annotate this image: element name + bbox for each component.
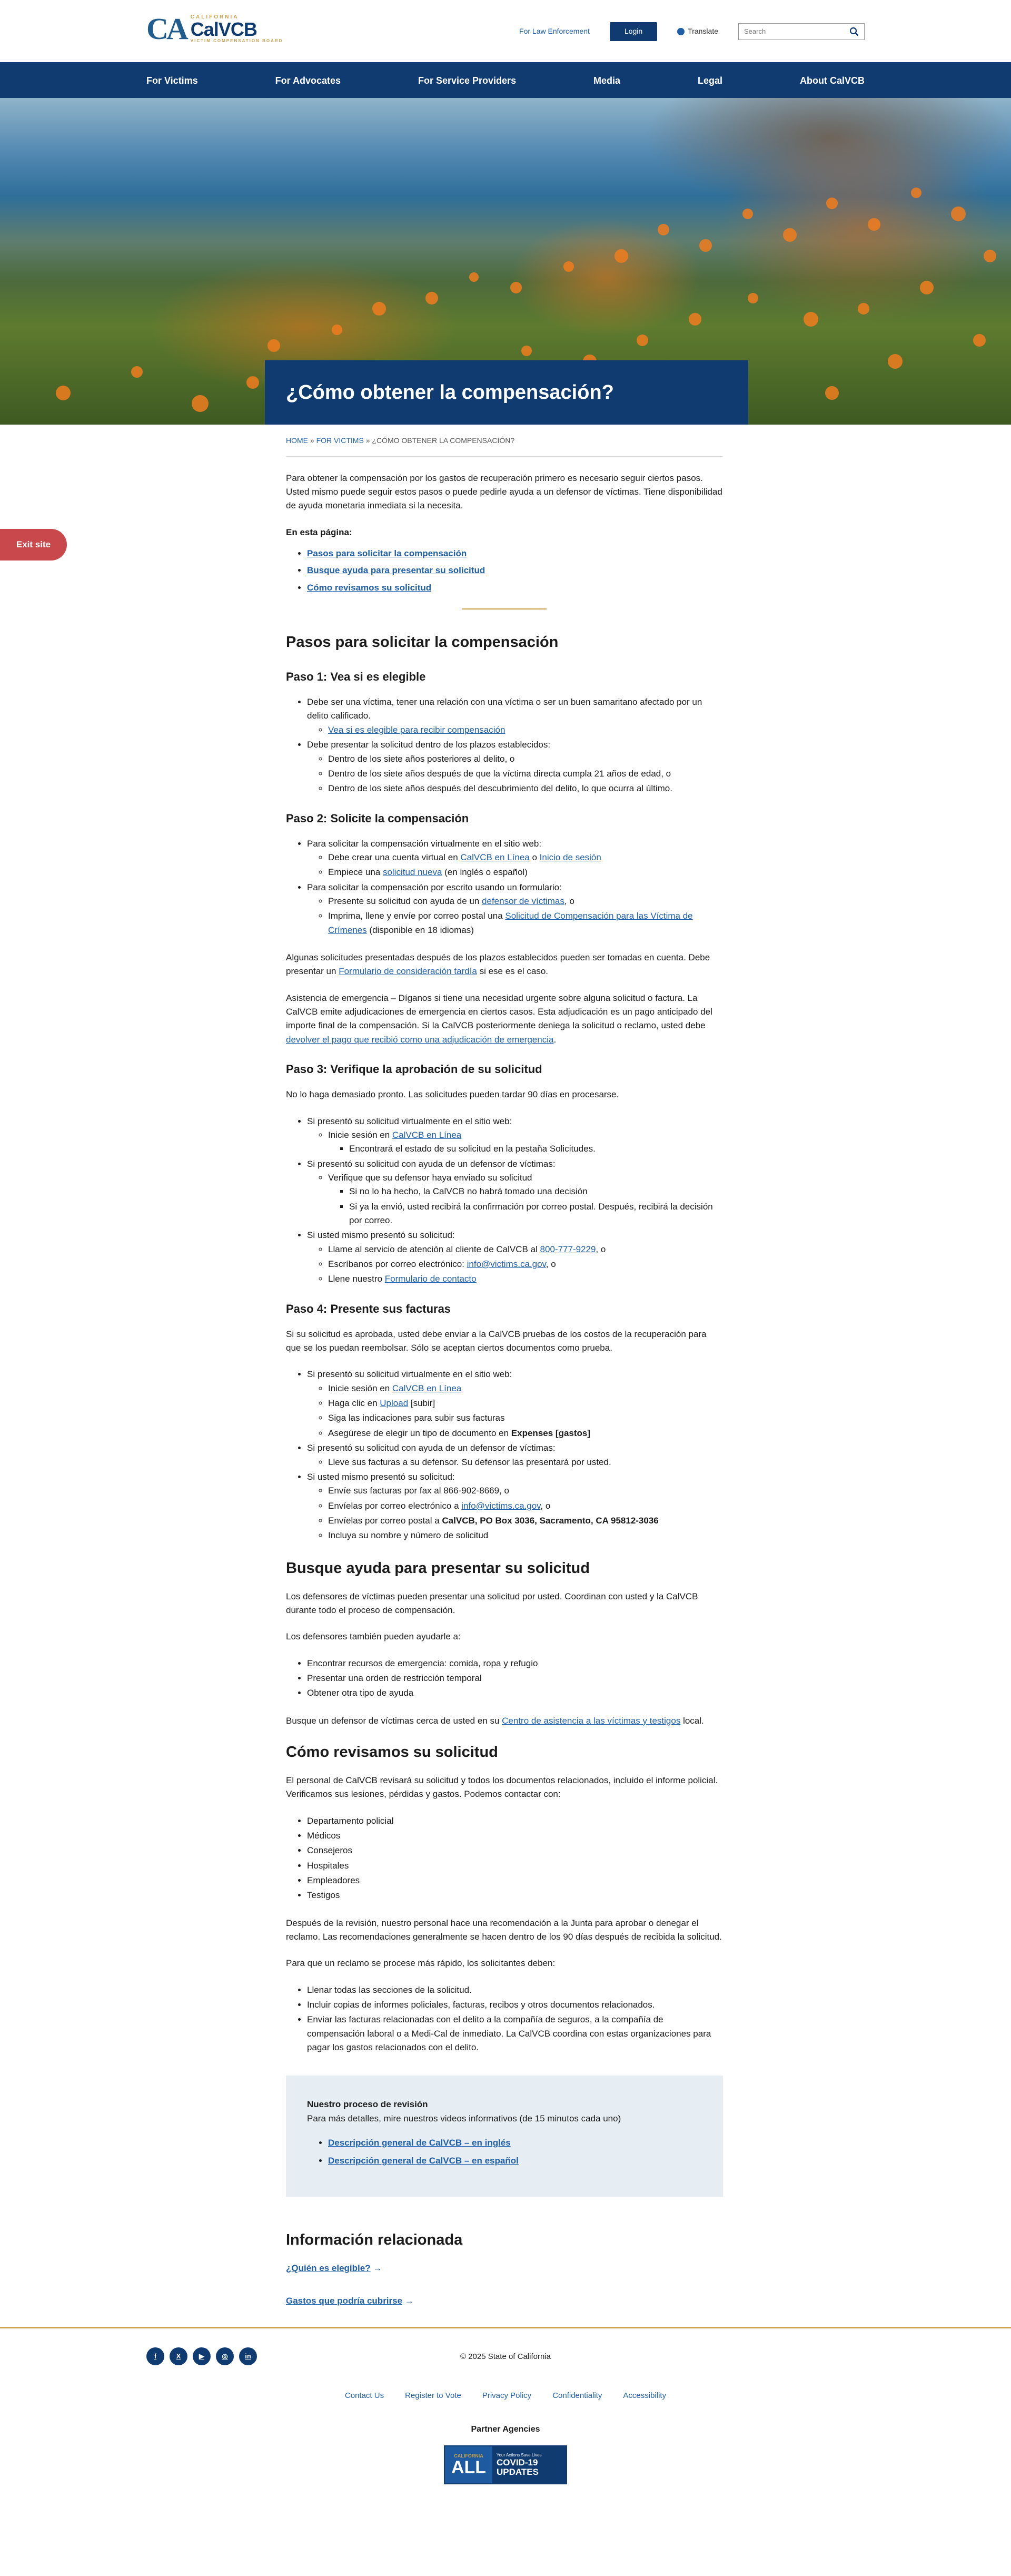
list-item: • Departamento policial [307,1814,723,1828]
list-item [328,851,723,864]
calvcb-online-link[interactable]: CalVCB en Línea [460,852,530,862]
social-links [146,2347,257,2365]
list-text: Asegúrese de elegir un tipo de documento en [328,1428,511,1438]
list-text: Debe ser una víctima, tener una relación con una víctima o ser un buen samaritano afectado por un delito calificado. [307,697,702,721]
partner-agencies-heading: Partner Agencies [471,2424,540,2434]
paragraph-text: Algunas solicitudes presentadas después de los plazos establecidos pueden ser tomadas en cuenta. Debe presentar un [286,952,710,977]
copyright: © 2025 State of California [460,2352,551,2362]
list-text: Para solicitar la compensación virtualmente en el sitio web: [307,838,542,849]
on-page-heading: En esta página: [286,527,352,537]
review-heading: Cómo revisamos su solicitud [286,1743,498,1761]
california-seal-icon: CA [146,12,186,46]
list-item: • Testigos [307,1889,723,1902]
help-paragraph: Los defensores de víctimas pueden presentar una solicitud por usted. Coordinan con usted y la CalVCB durante todo el proceso de compensación. [286,1591,698,1615]
list-item: • Empleadores [307,1874,723,1887]
list-item [328,1128,723,1156]
translate-button[interactable] [677,26,718,37]
list-item [328,909,723,937]
facebook-icon[interactable]: f [146,2347,164,2365]
list-item [328,1397,723,1410]
nav-for-advocates[interactable]: For Advocates [275,75,341,86]
globe-icon [677,28,685,35]
list-text: Envíelas por correo electrónico a [328,1500,462,1511]
list-text: Haga clic en [328,1398,380,1409]
instagram-icon[interactable]: ◎ [216,2347,234,2365]
logo-big: CalVCB [190,18,257,40]
list-item [328,1257,723,1271]
list-item [328,1382,723,1395]
list-text: Si presentó su solicitud virtualmente en el sitio web: [307,1116,512,1126]
upload-link[interactable]: Upload [380,1398,409,1409]
help-paragraph [286,1714,723,1728]
review-box-title: Nuestro proceso de revisión [307,2099,428,2110]
list-item [328,1427,723,1440]
list-item [307,837,723,880]
paragraph-text: si ese es el caso. [477,966,548,977]
site-header [0,0,1011,62]
list-item: • Médicos [307,1829,723,1843]
nav-about[interactable]: About CalVCB [799,75,865,86]
new-application-link[interactable]: solicitud nueva [382,867,442,878]
login-button[interactable]: Login [610,22,657,41]
list-text: Llene nuestro [328,1274,385,1284]
toc-link-steps[interactable]: Pasos para solicitar la compensación [307,548,467,559]
breadcrumb-current: ¿CÓMO OBTENER LA COMPENSACIÓN? [372,436,515,445]
related-link-expenses[interactable] [286,2294,723,2308]
related-heading: Información relacionada [286,2231,463,2248]
list-item: • Presentar una orden de restricción temporal [307,1672,723,1685]
hero-title-box [265,360,748,425]
badge-left [445,2446,492,2483]
law-enforcement-link[interactable]: For Law Enforcement [519,27,590,35]
paragraph-text: local. [680,1715,704,1726]
calvcb-online-link[interactable]: CalVCB en Línea [392,1129,462,1140]
toc-item [307,564,723,577]
email-link[interactable]: info@victims.ca.gov [461,1500,541,1511]
list-item: • Hospitales [307,1859,723,1873]
logo-text [191,15,283,43]
translate-label: Translate [688,27,718,35]
list-text: Inicie sesión en [328,1383,392,1393]
step1-list [307,695,723,795]
step3-paragraph: No lo haga demasiado pronto. Las solicitudes pueden tardar 90 días en procesarse. [286,1089,619,1100]
review-paragraph: Para que un reclamo se procese más rápido, los solicitantes deben: [286,1958,556,1969]
arrow-icon: → [404,2296,414,2306]
list-text: Si presentó su solicitud virtualmente en el sitio web: [307,1369,512,1380]
list-text: , o [564,896,574,906]
list-item: • Consejeros [307,1844,723,1857]
main-content [286,457,723,2308]
footer-contact-us[interactable]: Contact Us [344,2391,384,2401]
list-item: ◦ Dentro de los siete años después de que la víctima directa cumpla 21 años de edad, o [328,767,723,781]
toc-item [307,547,723,561]
list-item: ◦ Dentro de los siete años posteriores al delito, o [328,752,723,766]
breadcrumb-home[interactable]: HOME [286,436,308,445]
hero-banner [0,98,1011,425]
video-link-spanish[interactable]: Descripción general de CalVCB – en español [328,2156,519,2166]
step1-heading: Paso 1: Vea si es elegible [286,670,426,684]
late-paragraph [286,951,723,979]
badge-title: UPDATES [497,2466,539,2477]
login-link[interactable]: Inicio de sesión [539,852,601,862]
paragraph-text: Asistencia de emergencia – Díganos si tiene una necesidad urgente sobre alguna solicitud o factura. La CalVCB emite adjudicaciones de emergencia en ciertos casos. Esta adjudicación es un pago anticipado del importe final de la compensación. Si la CalVCB posteriormente deniega la solicitud o reclamo, usted debe [286,992,712,1031]
table-of-contents [307,547,723,595]
logo-small: CALIFORNIA [190,14,239,20]
related-link-text: Gastos que podría cubrirse [286,2296,403,2306]
paragraph-text: . [553,1034,557,1045]
list-item: ◦ Lleve sus facturas a su defensor. Su defensor las presentará por usted. [328,1456,723,1469]
intro-paragraph: Para obtener la compensación por los gastos de recuperación primero es necesario seguir ciertos pasos. Usted mismo puede seguir estos pasos o puede pedirle ayuda a un defensor de víctimas. Tiene disponibilidad de ayuda monetaria inmediata si la necesita. [286,473,722,511]
list-item: ◦ Dentro de los siete años después del descubrimiento del delito, lo que ocurra al último. [328,782,723,795]
list-item: • Llenar todas las secciones de la solicitud. [307,1983,723,1997]
list-text: Si presentó su solicitud con ayuda de un defensor de víctimas: [307,1443,556,1453]
footer-links [0,2390,1011,2402]
calvcb-logo[interactable] [146,13,283,45]
late-form-link[interactable]: Formulario de consideración tardía [339,966,477,977]
related-link-text: ¿Quién es elegible? [286,2263,371,2273]
list-item: ◦ Siga las indicaciones para subir sus facturas [328,1411,723,1425]
list-text: , o [546,1258,556,1269]
list-item [328,2154,702,2168]
site-footer [0,2327,1011,2505]
help-list [307,1657,723,1700]
list-item [307,738,723,795]
list-item [307,1470,723,1543]
list-item [307,1368,723,1440]
list-item [328,723,723,737]
arrow-icon: → [373,2263,382,2273]
review-paragraph: El personal de CalVCB revisará su solicitud y todos los documentos relacionados, incluido el informe policial. Verificamos sus lesiones, pérdidas y gastos. Podemos contactar con: [286,1775,718,1800]
step3-heading: Paso 3: Verifique la aprobación de su solicitud [286,1063,542,1076]
breadcrumb: HOME » FOR VICTIMS » ¿CÓMO OBTENER LA COMPENSACIÓN? [286,435,723,457]
list-item [328,866,723,879]
list-item [328,1499,723,1513]
mailing-address: CalVCB, PO Box 3036, Sacramento, CA 95812-3036 [442,1515,659,1526]
footer-privacy-policy[interactable]: Privacy Policy [482,2391,532,2401]
emergency-repay-link[interactable]: devolver el pago que recibió como una adjudicación de emergencia [286,1034,554,1045]
step4-paragraph: Si su solicitud es aprobada, usted debe enviar a la CalVCB pruebas de los costos de la recuperación para que se los puedan reembolsar. Sólo se aceptan ciertos documentos como prueba. [286,1329,707,1353]
list-item [307,1157,723,1228]
phone-link[interactable]: 800-777-9229 [540,1244,596,1254]
exit-site-button[interactable]: Exit site [0,529,67,561]
linkedin-icon[interactable]: in [239,2347,257,2365]
step4-heading: Paso 4: Presente sus facturas [286,1302,451,1315]
application-form-link[interactable]: Solicitud de Compensación para las Víctima de Crímenes [328,911,693,935]
video-links [328,2136,702,2168]
list-text: , o [540,1500,551,1511]
contacts-list [307,1814,723,1903]
list-text: (en inglés o español) [442,867,528,878]
list-text: Inicie sesión en [328,1129,392,1140]
related-link-eligible[interactable] [286,2262,723,2275]
steps-heading: Pasos para solicitar la compensación [286,634,559,651]
toc-item [307,581,723,595]
footer-confidentiality[interactable]: Confidentiality [552,2391,602,2401]
list-text: Envíelas por correo postal a [328,1515,442,1526]
list-item: ◦ Incluya su nombre y número de solicitud [328,1529,723,1542]
list-text: Si presentó su solicitud con ayuda de un defensor de víctimas: [307,1158,556,1169]
list-text: , o [596,1244,606,1254]
list-item: ▪ Encontrará el estado de su solicitud en la pestaña Solicitudes. [349,1142,723,1156]
faster-list [307,1983,723,2055]
section-divider [462,608,547,609]
list-item [328,1171,723,1227]
expenses-label: Expenses [gastos] [511,1428,591,1438]
list-item: • Incluir copias de informes policiales, facturas, recibos y otros documentos relacionados. [307,1998,723,2012]
list-item [307,1441,723,1469]
list-text: Escríbanos por correo electrónico: [328,1258,467,1269]
list-text: [subir] [408,1398,435,1409]
list-item [307,695,723,737]
badge-big: ALL [451,2457,487,2477]
list-item [328,1272,723,1286]
list-item: ▪ Si ya la envió, usted recibirá la confirmación por correo postal. Después, recibirá la decisión por correo. [349,1200,723,1228]
list-item: • Obtener otra tipo de ayuda [307,1686,723,1700]
list-item [307,1115,723,1156]
help-heading: Busque ayuda para presentar su solicitud [286,1559,590,1577]
page-title: ¿Cómo obtener la compensación? [286,381,614,404]
calvcb-online-link[interactable]: CalVCB en Línea [392,1383,462,1393]
breadcrumb-for-victims[interactable]: FOR VICTIMS [316,436,364,445]
list-item [328,2136,702,2150]
badge-right [492,2446,566,2483]
nav-for-victims[interactable]: For Victims [146,75,198,86]
list-item [307,881,723,937]
list-text: Empiece una [328,867,383,878]
list-item: ◦ Envíe sus facturas por fax al 866-902-8669, o [328,1484,723,1498]
nav-media[interactable]: Media [593,75,621,86]
list-text: o [529,852,540,862]
badge-tag: Your Actions Save Lives [497,2453,542,2458]
search-icon[interactable] [849,27,859,36]
step3-list [307,1115,723,1286]
list-item [307,1228,723,1286]
footer-accessibility[interactable]: Accessibility [623,2391,667,2401]
assistance-center-link[interactable]: Centro de asistencia a las víctimas y testigos [502,1715,681,1726]
search-box [738,23,865,40]
contact-form-link[interactable]: Formulario de contacto [384,1274,477,1284]
nav-for-service-providers[interactable]: For Service Providers [418,75,517,86]
list-text: Imprima, llene y envíe por correo postal una [328,911,506,921]
list-item [328,894,723,908]
logo-sub: VICTIM COMPENSATION BOARD [190,38,283,43]
list-text: Si usted mismo presentó su solicitud: [307,1471,455,1482]
list-item [328,1514,723,1528]
list-text: Presente su solicitud con ayuda de un [328,896,482,906]
help-paragraph: Los defensores también pueden ayudarle a: [286,1631,461,1642]
list-item [328,1243,723,1256]
footer-register-to-vote[interactable]: Register to Vote [405,2391,461,2401]
list-text: Llame al servicio de atención al cliente de CalVCB al [328,1244,540,1254]
review-paragraph: Después de la revisión, nuestro personal hace una recomendación a la Junta para aprobar o denegar el reclamo. Las recomendaciones generalmente se hacen dentro de los 90 días después de recibida la solicitud. [286,1918,722,1942]
list-text: Verifique que su defensor haya enviado su solicitud [328,1172,532,1183]
step4-list [307,1368,723,1542]
toc-link-review[interactable]: Cómo revisamos su solicitud [307,582,432,593]
review-box-text: Para más detalles, mire nuestros videos informativos (de 15 minutos cada uno) [307,2113,621,2123]
emergency-paragraph [286,991,723,1047]
step2-heading: Paso 2: Solicite la compensación [286,811,469,825]
list-item: • Enviar las facturas relacionadas con el delito a la compañía de seguros, a la compañía de compensación laboral o a Medi-Cal de inmediato. La CalVCB coordina con estas organizaciones para pagar los gastos relacionados con el delito. [307,2013,723,2054]
list-item: • Encontrar recursos de emergencia: comida, ropa y refugio [307,1657,723,1670]
list-text: Si usted mismo presentó su solicitud: [307,1230,455,1241]
review-process-box [286,2076,723,2196]
x-twitter-icon[interactable]: X [170,2347,187,2365]
list-text: Para solicitar la compensación por escrito usando un formulario: [307,882,562,892]
nav-legal[interactable]: Legal [698,75,723,86]
badge-title: COVID-19 [497,2457,538,2467]
list-text: Debe presentar la solicitud dentro de los plazos establecidos: [307,740,551,750]
search-input[interactable] [744,27,839,35]
eligibility-link[interactable]: Vea si es elegible para recibir compensación [328,724,506,735]
header-utility [519,22,865,41]
youtube-icon[interactable]: ▶ [193,2347,211,2365]
video-link-english[interactable]: Descripción general de CalVCB – en inglés [328,2138,511,2148]
list-text: (disponible en 18 idiomas) [366,925,474,935]
toc-link-help[interactable]: Busque ayuda para presentar su solicitud [307,565,485,576]
list-item: ▪ Si no lo ha hecho, la CalVCB no habrá tomado una decisión [349,1185,723,1198]
badge-small: CALIFORNIA [454,2453,483,2459]
victim-advocate-link[interactable]: defensor de víctimas [482,896,564,906]
email-link[interactable]: info@victims.ca.gov [467,1258,546,1269]
covid-updates-badge[interactable] [444,2445,567,2484]
list-text: Debe crear una cuenta virtual en [328,852,461,862]
main-nav [0,62,1011,98]
step2-list [307,837,723,937]
paragraph-text: Busque un defensor de víctimas cerca de usted en su [286,1715,502,1726]
